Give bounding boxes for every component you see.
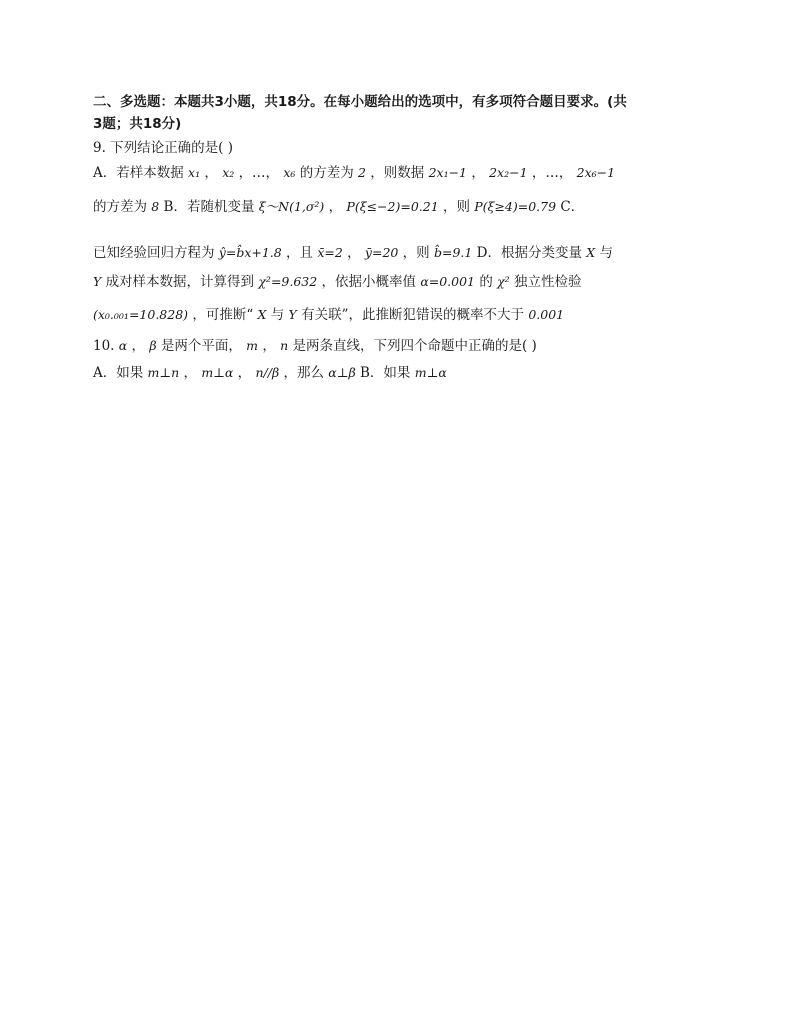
section-2-header: 二、多选题：本题共3小题，共18分。在每小题给出的选项中，有多项符合题目要求。(共 [93,94,627,110]
text: ，且 [286,245,314,261]
math: ξ～N(1,σ²) [258,199,325,214]
math: m⊥n [147,365,180,380]
math: β [149,338,157,353]
text: 是两条直线，下列四个命题中正确的是( ) [292,338,537,354]
text: 的 [479,274,493,290]
text: 的方差为 [93,199,147,215]
math: m [246,338,259,353]
text: ， [204,165,218,181]
text: 有关联”，此推断犯错误的概率不大于 [301,307,525,323]
math: ȳ=20 [364,245,399,260]
math: α⊥β [328,365,356,380]
question-9-line-1 [93,163,703,183]
math: 2x₂−1 [489,165,528,180]
text: ， [328,199,343,215]
math: (x₀.₀₀₁=10.828) [93,307,189,322]
question-10-line-2 [93,363,703,383]
text: ，则数据 [370,165,425,181]
math: Y [288,307,297,322]
math: x₆ [283,165,296,180]
math: 8 [151,199,160,214]
text: ， [237,365,252,381]
question-9-line-3 [93,243,703,263]
math: n [280,338,289,353]
math: 2x₁−1 [428,165,468,180]
math: X [257,307,267,322]
question-9-line-4 [93,272,703,292]
question-9-line-2 [93,197,703,217]
question-9-stem: 9. 下列结论正确的是( ) [93,140,233,156]
section-2-header-cont: 3题；共18分) [93,116,182,132]
math: x₁ [188,165,201,180]
text: ，…， [238,165,280,181]
math: x₂ [222,165,235,180]
text: 已知经验回归方程为 [93,245,215,261]
text: A．若样本数据 [93,165,184,181]
math: 2 [358,165,366,180]
text: 的方差为 [299,165,354,181]
math: 2x₆−1 [576,165,616,180]
question-10-stem [93,336,703,356]
math: ŷ=b̂x+1.8 [218,245,282,260]
text: A．如果 [93,365,144,381]
text: 与 [270,307,285,323]
text: 10. [93,338,115,354]
text: ， [347,245,361,261]
math: χ² [497,274,510,289]
text: ， [471,165,485,181]
text: C． [560,199,585,215]
math: X [586,245,596,260]
math: P(ξ≥4)=0.79 [474,199,557,214]
math: 0.001 [528,307,565,322]
text: ， [262,338,276,354]
text: ，…， [531,165,573,181]
math: m⊥α [201,365,234,380]
text: 与 [599,245,613,261]
math: x̄=2 [317,245,343,260]
text: D．根据分类变量 [476,245,582,261]
text: B．若随机变量 [163,199,255,215]
math: n//β [255,365,280,380]
text: B．如果 [360,365,411,381]
math: χ²=9.632 [258,274,318,289]
text: ，可推断“ [192,307,254,323]
math: Y [93,274,102,289]
text: ，那么 [283,365,324,381]
text: 独立性检验 [514,274,582,290]
text: ，则 [402,245,430,261]
text: ， [131,338,146,354]
math: b̂=9.1 [433,245,473,260]
text: ， [183,365,198,381]
math: α [118,338,128,353]
question-9-line-5 [93,305,703,325]
text: ，依据小概率值 [321,274,417,290]
text: 是两个平面， [160,338,242,354]
math: α=0.001 [420,274,476,289]
text: 成对样本数据，计算得到 [105,274,255,290]
text: ，则 [442,199,470,215]
math: m⊥α [414,365,447,380]
math: P(ξ≤−2)=0.21 [346,199,439,214]
